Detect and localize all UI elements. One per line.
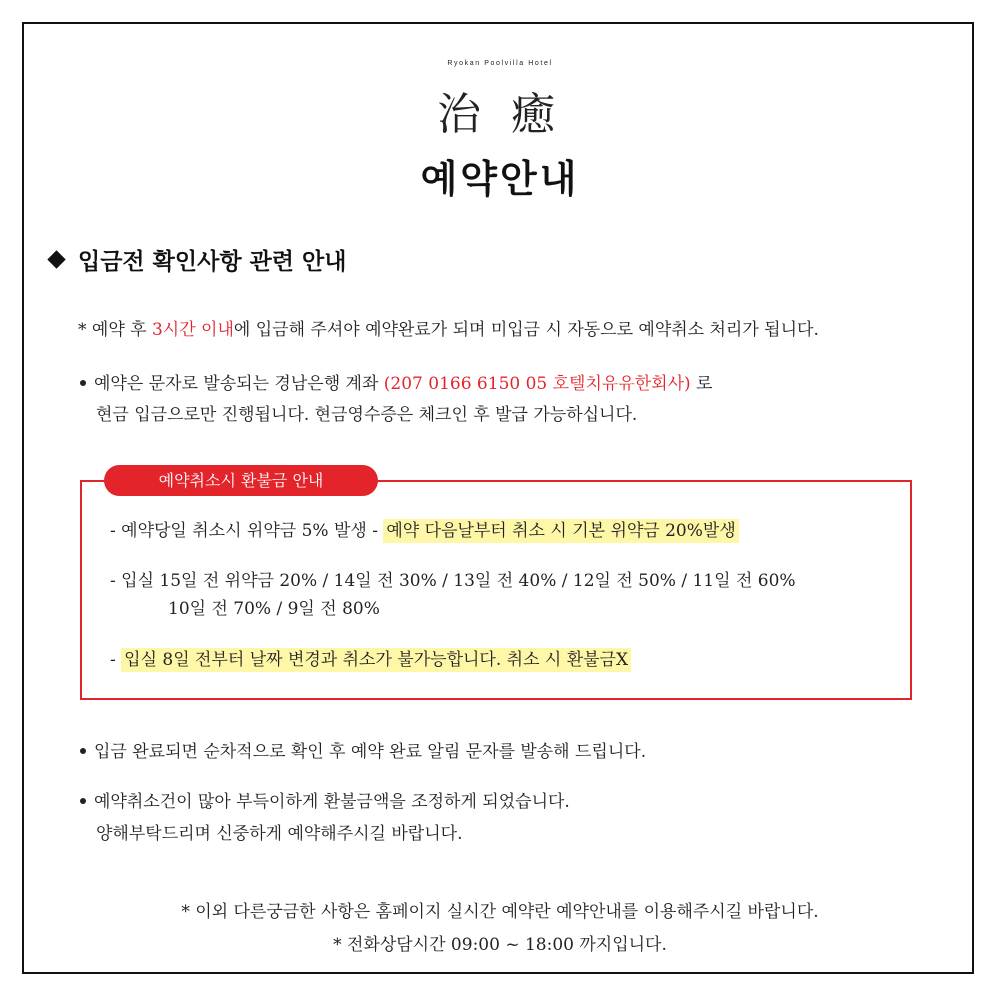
section-heading-label: 입금전 확인사항 관련 안내 xyxy=(78,249,347,275)
deposit-suffix: 에 입금해 주셔야 예약완료가 되며 미입금 시 자동으로 예약취소 처리가 됩니다. xyxy=(233,320,819,340)
refund-item-schedule: - 입실 15일 전 위약금 20% / 14일 전 30% / 13일 전 40% / 12일 전 50% / 11일 전 60% xyxy=(110,571,796,591)
account-prefix: 예약은 문자로 발송되는 경남은행 계좌 xyxy=(94,374,384,394)
adjustment-note-line2: 양해부탁드리며 신중하게 예약해주시길 바랍니다. xyxy=(96,824,463,844)
refund-item-schedule-line2: 10일 전 70% / 9일 전 80% xyxy=(168,599,380,619)
account-note-line2: 현금 입금으로만 진행됩니다. 현금영수증은 체크인 후 발급 가능하십니다. xyxy=(96,405,638,425)
refund-item3-prefix: - xyxy=(110,650,122,670)
account-note xyxy=(80,376,712,393)
section-heading xyxy=(46,243,346,276)
bullet-icon xyxy=(80,380,86,386)
brand-name: Ryokan Poolvilla Hotel xyxy=(447,60,553,67)
adjustment-text: 예약취소건이 많아 부득이하게 환불금액을 조정하게 되었습니다. xyxy=(94,792,570,812)
deposit-deadline-highlight: 3시간 이내 xyxy=(151,320,234,340)
adjustment-note xyxy=(80,794,570,811)
hotel-logo: 治 癒 xyxy=(437,89,563,140)
refund-item-no-change xyxy=(110,652,631,669)
bullet-icon xyxy=(80,798,86,804)
page-title: 예약안내 xyxy=(420,157,580,201)
refund-item1-highlight: 예약 다음날부터 취소 시 기본 위약금 20%발생 xyxy=(383,519,738,543)
bank-account-highlight: (207 0166 6150 05 호텔치유유한회사) xyxy=(383,374,691,394)
completion-text: 입금 완료되면 순차적으로 확인 후 예약 완료 알림 문자를 발송해 드립니다. xyxy=(94,742,647,762)
footer-inquiry-note: * 이외 다른궁금한 사항은 홈페이지 실시간 예약란 예약안내를 이용해주시길 바랍니다. xyxy=(181,902,819,922)
diamond-bullet-icon xyxy=(47,250,65,268)
refund-item-same-day xyxy=(110,523,739,540)
deposit-deadline-note xyxy=(78,322,819,339)
completion-note xyxy=(80,744,646,761)
refund-item3-highlight: 입실 8일 전부터 날짜 변경과 취소가 불가능합니다. 취소 시 환불금X xyxy=(121,648,631,672)
bullet-icon xyxy=(80,748,86,754)
footer-phone-hours: * 전화상담시간 09:00 ~ 18:00 까지입니다. xyxy=(333,935,667,955)
deposit-prefix: * 예약 후 xyxy=(78,320,152,340)
refund-item1-prefix: - 예약당일 취소시 위약금 5% 발생 - xyxy=(110,521,384,541)
account-suffix: 로 xyxy=(690,374,713,394)
refund-policy-title: 예약취소시 환불금 안내 xyxy=(104,465,378,496)
